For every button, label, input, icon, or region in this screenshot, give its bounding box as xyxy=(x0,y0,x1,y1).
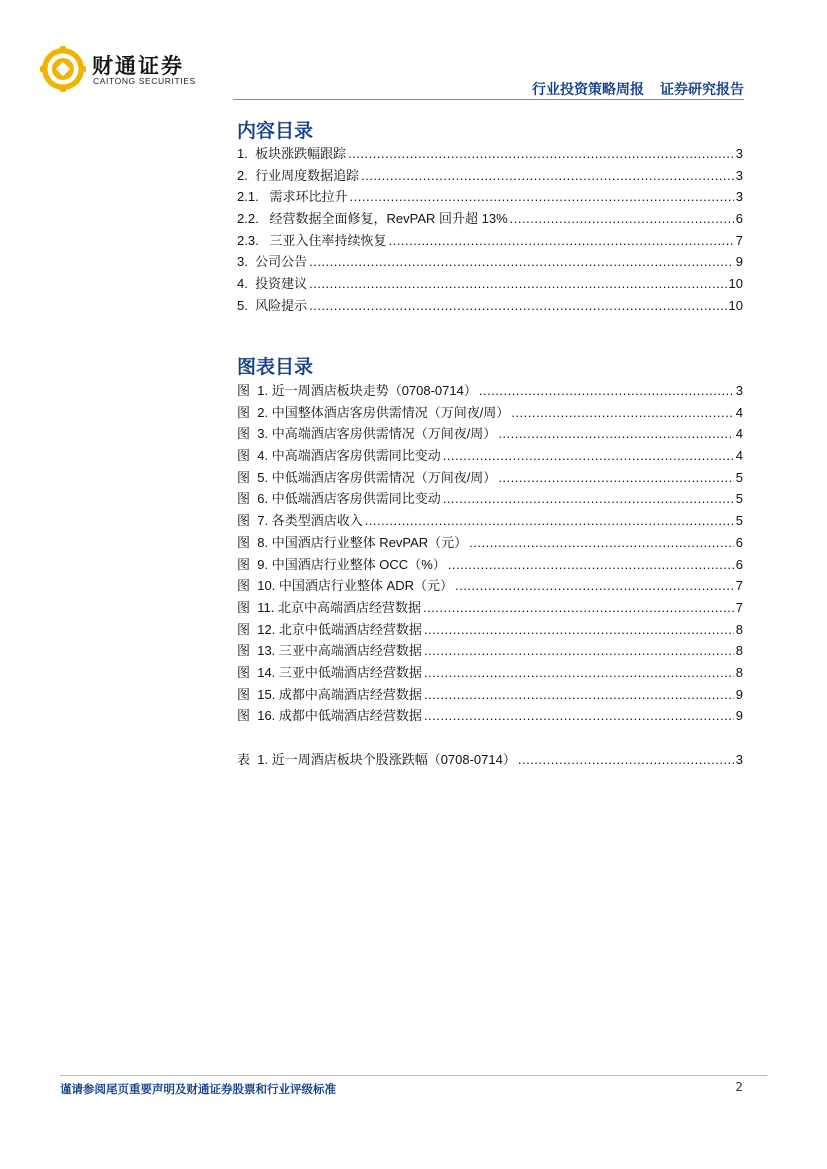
toc-entry-page: 8 xyxy=(735,664,743,680)
footer-divider xyxy=(60,1075,767,1076)
toc-entry-number: 图 15. xyxy=(237,686,279,702)
header-divider xyxy=(233,99,744,100)
toc-entry-number: 图 5. xyxy=(237,469,272,485)
toc-entry-title: 中高端酒店客房供需同比变动 xyxy=(271,448,441,464)
figure-entry[interactable] xyxy=(237,684,743,706)
toc-entry-number: 2. xyxy=(237,167,256,183)
contents-entry[interactable] xyxy=(237,143,743,165)
toc-entry-number: 2.3. xyxy=(237,232,270,248)
toc-entry-page: 6 xyxy=(735,556,743,572)
toc-dot-leader xyxy=(455,578,734,593)
toc-entry-page: 5 xyxy=(735,491,743,507)
toc-entry-title: 中国整体酒店客房供需情况（万间夜/周） xyxy=(271,404,510,420)
figure-entry[interactable] xyxy=(237,380,743,402)
toc-entry-title: 中低端酒店客房供需情况（万间夜/周） xyxy=(271,469,497,485)
toc-dot-leader xyxy=(350,189,734,204)
contents-entry[interactable] xyxy=(237,165,743,187)
toc-entry-page: 7 xyxy=(735,232,743,248)
toc-dot-leader xyxy=(424,643,734,658)
contents-entry[interactable] xyxy=(237,186,743,208)
toc-entry-title: 成都中高端酒店经营数据 xyxy=(278,686,422,702)
toc-entry-page: 8 xyxy=(735,643,743,659)
toc-entry-title: 近一周酒店板块个股涨跌幅（0708-0714） xyxy=(271,752,516,767)
contents-title: 内容目录 xyxy=(237,120,314,142)
toc-entry-page: 6 xyxy=(735,534,743,550)
toc-entry-number: 2.1. xyxy=(237,189,270,205)
toc-entry-page: 9 xyxy=(735,708,743,724)
toc-dot-leader xyxy=(365,513,734,528)
toc-entry-title: 中低端酒店客房供需同比变动 xyxy=(271,491,441,507)
toc-dot-leader xyxy=(424,622,734,637)
toc-entry-page: 10 xyxy=(728,297,743,313)
report-category-label: 证券研究报告 xyxy=(660,82,744,98)
toc-dot-leader xyxy=(424,687,734,702)
toc-entry-title: 中国酒店行业整体 RevPAR（元） xyxy=(271,534,468,550)
toc-entry-number: 图 11. xyxy=(237,599,278,615)
toc-entry-title: 各类型酒店收入 xyxy=(271,513,363,529)
toc-entry-page: 9 xyxy=(735,686,743,702)
figure-entry[interactable] xyxy=(237,532,743,554)
toc-entry-page: 3 xyxy=(735,383,743,398)
toc-dot-leader xyxy=(498,470,733,485)
toc-entry-page: 3 xyxy=(735,189,743,205)
figures-title: 图表目录 xyxy=(237,356,314,378)
caitong-coin-logo-icon xyxy=(40,46,86,92)
toc-entry-page: 3 xyxy=(735,752,743,767)
toc-entry-number: 图 2. xyxy=(237,404,272,420)
figure-entry[interactable] xyxy=(237,640,743,662)
figures-list xyxy=(237,380,743,727)
toc-entry-title: 北京中高端酒店经营数据 xyxy=(277,599,421,615)
contents-entry[interactable] xyxy=(237,273,743,295)
footer-disclaimer: 谨请参阅尾页重要声明及财通证券股票和行业评级标准 xyxy=(60,1082,336,1096)
toc-dot-leader xyxy=(424,708,734,723)
toc-entry-title: 中国酒店行业整体 OCC（%） xyxy=(271,556,446,572)
toc-entry-number: 图 4. xyxy=(237,448,272,464)
toc-dot-leader xyxy=(424,665,734,680)
toc-entry-number: 图 1. xyxy=(237,383,272,398)
logo-chinese-name: 财通证券 xyxy=(92,54,184,78)
toc-entry-page: 5 xyxy=(735,469,743,485)
contents-entry[interactable] xyxy=(237,230,743,252)
toc-dot-leader xyxy=(348,146,734,161)
toc-dot-leader xyxy=(309,254,734,269)
toc-dot-leader xyxy=(479,383,734,398)
toc-entry-title: 经营数据全面修复，RevPAR 回升超 13% xyxy=(269,211,508,227)
toc-entry-page: 6 xyxy=(735,211,743,227)
toc-dot-leader xyxy=(498,426,733,441)
figure-entry[interactable] xyxy=(237,510,743,532)
toc-entry-page: 4 xyxy=(735,404,743,420)
contents-entry[interactable] xyxy=(237,295,743,317)
toc-entry-title: 公司公告 xyxy=(255,254,308,270)
figure-entry[interactable] xyxy=(237,619,743,641)
figure-entry[interactable] xyxy=(237,488,743,510)
contents-entry[interactable] xyxy=(237,251,743,273)
figure-entry[interactable] xyxy=(237,402,743,424)
toc-entry-title: 投资建议 xyxy=(255,276,308,292)
toc-dot-leader xyxy=(510,211,734,226)
toc-entry-title: 近一周酒店板块走势（0708-0714） xyxy=(271,383,477,398)
toc-entry-page: 8 xyxy=(735,621,743,637)
toc-dot-leader xyxy=(309,298,726,313)
toc-dot-leader xyxy=(518,752,734,767)
figure-entry[interactable] xyxy=(237,662,743,684)
toc-entry-title: 三亚中低端酒店经营数据 xyxy=(278,664,422,680)
toc-entry-number: 4. xyxy=(237,276,256,292)
toc-entry-page: 4 xyxy=(735,448,743,464)
contents-list xyxy=(237,143,743,317)
toc-entry-number: 3. xyxy=(237,254,256,270)
toc-entry-page: 7 xyxy=(735,578,743,594)
toc-dot-leader xyxy=(448,557,734,572)
toc-entry-page: 9 xyxy=(735,254,743,270)
toc-entry-number: 图 6. xyxy=(237,491,272,507)
toc-entry-number: 图 12. xyxy=(237,621,279,637)
toc-entry-page: 10 xyxy=(728,276,743,292)
toc-dot-leader xyxy=(443,448,734,463)
toc-entry-title: 成都中低端酒店经营数据 xyxy=(278,708,422,724)
toc-dot-leader xyxy=(443,491,734,506)
toc-entry-number: 图 9. xyxy=(237,556,272,572)
toc-entry-page: 4 xyxy=(735,426,743,442)
toc-entry-number: 图 3. xyxy=(237,426,272,442)
figure-entry[interactable] xyxy=(237,445,743,467)
toc-entry-title: 需求环比拉升 xyxy=(269,189,348,205)
toc-entry-number: 表 1. xyxy=(237,752,272,767)
toc-dot-leader xyxy=(309,276,726,291)
toc-dot-leader xyxy=(423,600,734,615)
toc-entry-number: 图 16. xyxy=(237,708,279,724)
toc-entry-title: 三亚中高端酒店经营数据 xyxy=(278,643,422,659)
toc-dot-leader xyxy=(511,405,733,420)
toc-entry-title: 板块涨跌幅跟踪 xyxy=(255,146,347,161)
toc-entry-page: 7 xyxy=(735,599,743,615)
toc-entry-title: 中国酒店行业整体 ADR（元） xyxy=(278,578,453,594)
contents-entry[interactable] xyxy=(237,208,743,230)
toc-entry-number: 5. xyxy=(237,297,256,313)
toc-entry-number: 1. xyxy=(237,146,256,161)
report-header-labels xyxy=(532,79,744,99)
toc-entry-page: 3 xyxy=(735,146,743,161)
toc-dot-leader xyxy=(389,233,734,248)
toc-entry-number: 图 10. xyxy=(237,578,279,594)
figure-entry[interactable] xyxy=(237,575,743,597)
caitong-logo xyxy=(40,46,210,92)
toc-entry-title: 风险提示 xyxy=(255,297,308,313)
report-type-label: 行业投资策略周报 xyxy=(532,82,644,98)
toc-entry-page: 3 xyxy=(735,167,743,183)
toc-entry-title: 三亚入住率持续恢复 xyxy=(269,232,387,248)
toc-entry-title: 北京中低端酒店经营数据 xyxy=(278,621,422,637)
page-number: 2 xyxy=(735,1080,743,1094)
logo-english-name: CAITONG SECURITIES xyxy=(93,76,196,86)
toc-entry-number: 图 14. xyxy=(237,664,279,680)
toc-entry-title: 中高端酒店客房供需情况（万间夜/周） xyxy=(271,426,497,442)
toc-dot-leader xyxy=(469,535,734,550)
tables-list xyxy=(237,749,743,771)
toc-entry-number: 图 7. xyxy=(237,513,272,529)
toc-entry-number: 2.2. xyxy=(237,211,270,227)
table-entry[interactable] xyxy=(237,749,743,771)
figure-entry[interactable] xyxy=(237,597,743,619)
toc-dot-leader xyxy=(361,168,734,183)
toc-entry-page: 5 xyxy=(735,513,743,529)
figure-entry[interactable] xyxy=(237,467,743,489)
figure-entry[interactable] xyxy=(237,705,743,727)
toc-entry-title: 行业周度数据追踪 xyxy=(255,167,360,183)
figure-entry[interactable] xyxy=(237,554,743,576)
toc-entry-number: 图 13. xyxy=(237,643,279,659)
toc-entry-number: 图 8. xyxy=(237,534,272,550)
figure-entry[interactable] xyxy=(237,423,743,445)
